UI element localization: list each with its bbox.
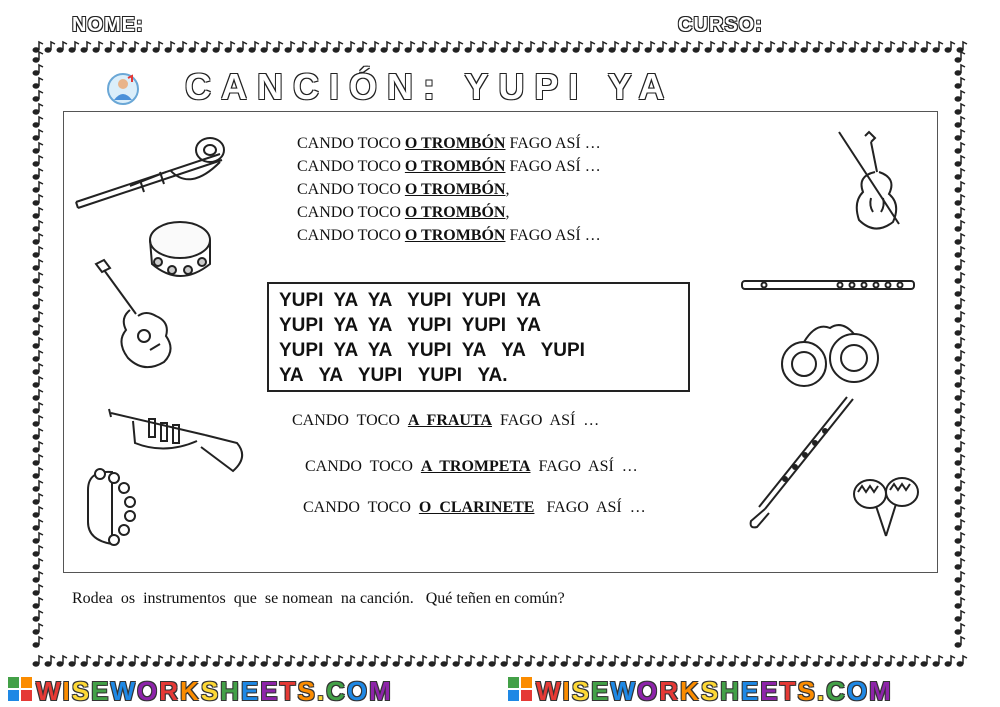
chorus-line: YUPI YA YA YUPI YUPI YA [279, 290, 541, 311]
course-label: CURSO: [678, 14, 763, 36]
song-line-frauta: CANDO TOCO A FRAUTA FAGO ASÍ … [292, 412, 600, 429]
chorus-line: YUPI YA YA YUPI YA YA YUPI [279, 340, 585, 361]
verse-block [297, 132, 601, 247]
violin-icon[interactable] [835, 128, 915, 240]
watermark-text: WISEWORKSHEETS.COM [36, 676, 393, 706]
flute-icon[interactable] [740, 277, 918, 293]
singer-icon [106, 72, 140, 106]
song-line-trompeta: CANDO TOCO A TROMPETA FAGO ASÍ … [305, 458, 638, 475]
wise-logo-icon [8, 677, 32, 701]
verse-line: CANDO TOCO O TROMBÓN, [297, 181, 510, 198]
clarinet-icon[interactable] [745, 395, 857, 533]
chorus-box [267, 282, 690, 392]
wise-logo-icon [508, 677, 532, 701]
guitar-icon[interactable] [90, 258, 180, 378]
verse-line: CANDO TOCO O TROMBÓN FAGO ASÍ … [297, 135, 601, 152]
verse-line: CANDO TOCO O TROMBÓN FAGO ASÍ … [297, 158, 601, 175]
song-line-clarinete: CANDO TOCO O CLARINETE FAGO ASÍ … [303, 499, 646, 516]
song-title: CANCIÓN: YUPI YA [185, 66, 675, 107]
watermark-text: WISEWORKSHEETS.COM [536, 676, 893, 706]
bell-tambourine-icon[interactable] [84, 466, 142, 550]
trumpet-icon[interactable] [105, 395, 250, 477]
maracas-icon[interactable] [850, 474, 922, 542]
chorus-line: YUPI YA YA YUPI YUPI YA [279, 315, 541, 336]
trombone-icon[interactable] [70, 132, 230, 212]
verse-line: CANDO TOCO O TROMBÓN FAGO ASÍ … [297, 227, 601, 244]
name-label: NOME: [72, 14, 144, 36]
chorus-line: YA YA YUPI YUPI YA. [279, 365, 508, 386]
verse-line: CANDO TOCO O TROMBÓN, [297, 204, 510, 221]
instruction-question: Rodea os instrumentos que se nomean na canción. Qué teñen en común? [72, 590, 565, 607]
castanets-icon[interactable] [776, 318, 886, 390]
